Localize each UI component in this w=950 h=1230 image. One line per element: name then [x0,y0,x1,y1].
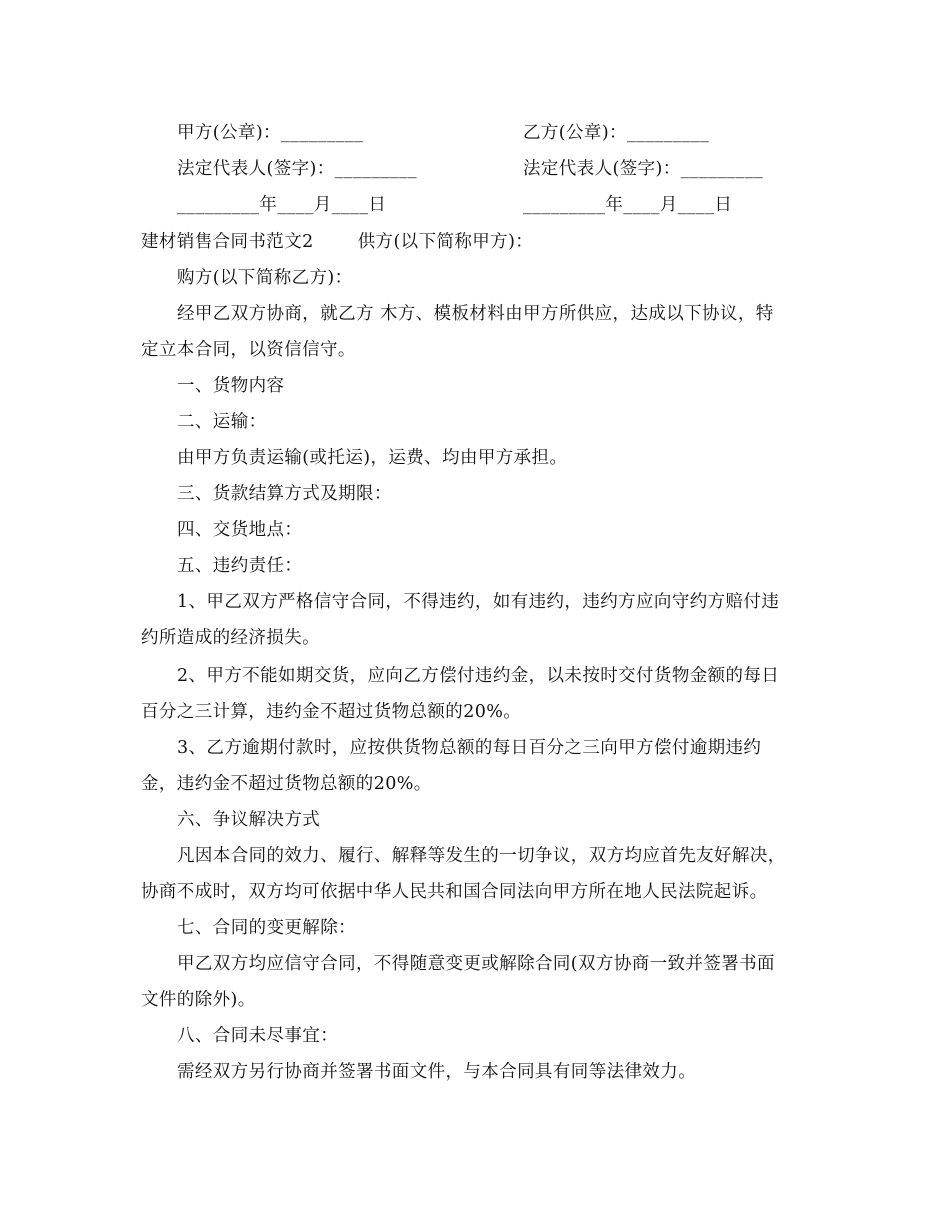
contract-title: 建材销售合同书范文2 [141,232,314,252]
section-heading: 二、运输： [177,412,267,432]
party-a-seal: 甲方(公章)：_________ [177,123,364,143]
body-line: 协商不成时，双方均可依据中华人民共和国合同法向甲方所在地人民法院起诉。 [141,882,768,902]
contract-heading [141,230,533,254]
body-line: 3、乙方逾期付款时，应按供货物总额的每日百分之三向甲方偿付逾期违约 [177,738,762,758]
body-line: 约所造成的经济损失。 [141,628,320,648]
body-line: 由甲方负责运输(或托运)，运费、均由甲方承担。 [177,448,568,468]
section-heading: 五、违约责任： [177,556,303,576]
body-line: 百分之三计算，违约金不超过货物总额的20%。 [141,702,522,722]
party-a-date: _________年____月____日 [177,195,387,215]
body-line: 2、甲方不能如期交货，应向乙方偿付违约金，以未按时交付货物金额的每日 [177,666,780,686]
section-heading: 八、合同未尽事宜： [177,1026,339,1046]
body-line: 定立本合同，以资信信守。 [141,340,356,360]
body-line: 凡因本合同的效力、履行、解释等发生的一切争议，双方均应首先友好解决， [177,846,786,866]
body-line: 甲乙双方均应信守合同，不得随意变更或解除合同(双方协商一致并签署书面 [177,954,775,974]
body-line: 购方(以下简称乙方)： [177,268,353,288]
body-line: 需经双方另行协商并签署书面文件，与本合同具有同等法律效力。 [177,1062,697,1082]
body-line: 文件的除外)。 [141,990,256,1010]
party-b-representative: 法定代表人(签字)：_________ [523,159,764,179]
body-line: 金，违约金不超过货物总额的20%。 [141,774,432,794]
section-heading: 三、货款结算方式及期限： [177,484,392,504]
section-heading: 四、交货地点： [177,520,303,540]
section-heading: 七、合同的变更解除： [177,918,356,938]
body-line: 经甲乙双方协商，就乙方 木方、模板材料由甲方所供应，达成以下协议，特 [177,304,774,324]
body-line: 1、甲乙双方严格信守合同，不得违约，如有违约，违约方应向守约方赔付违 [177,592,780,612]
section-heading: 一、货物内容 [177,376,285,396]
party-b-seal: 乙方(公章)：_________ [523,123,710,143]
supplier-label: 供方(以下简称甲方)： [357,232,534,252]
section-heading: 六、争议解决方式 [177,810,321,830]
party-a-representative: 法定代表人(签字)：_________ [177,159,418,179]
party-b-date: _________年____月____日 [523,195,733,215]
